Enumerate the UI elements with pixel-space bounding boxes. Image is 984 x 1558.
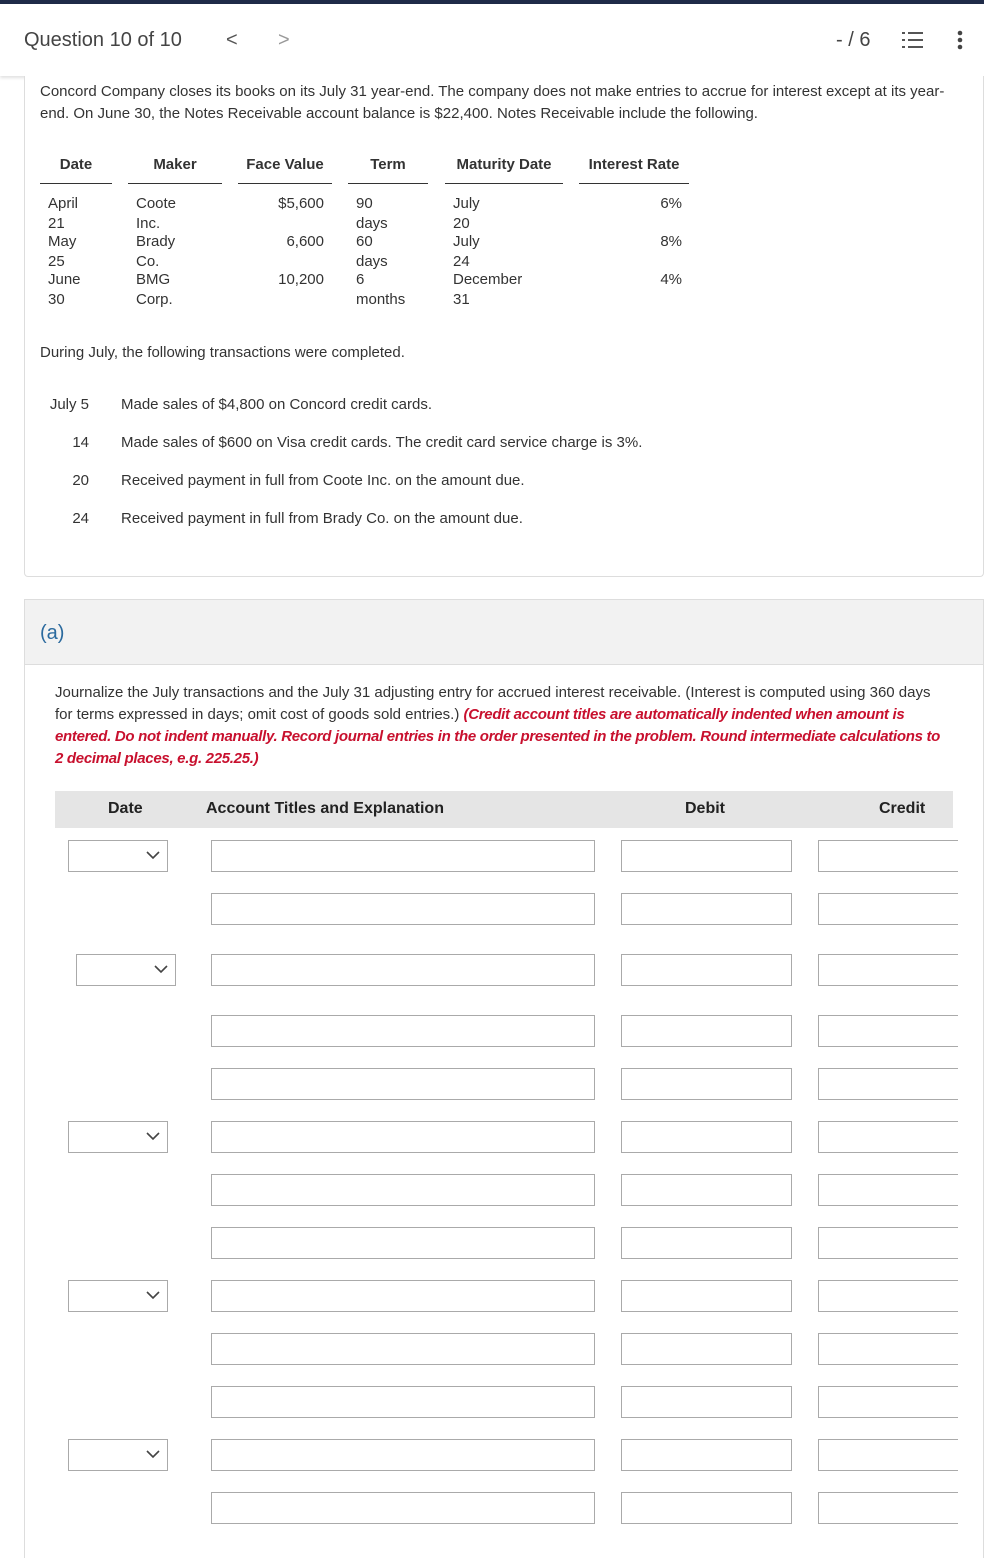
account-title-input[interactable] (211, 954, 595, 986)
table-header-face-value: Face Value (238, 146, 332, 184)
column-header-date: Date (108, 800, 143, 817)
debit-input[interactable] (621, 1280, 792, 1312)
table-header-interest-rate: Interest Rate (579, 146, 689, 184)
credit-input[interactable] (818, 1280, 958, 1312)
cell-date: April 21 (48, 195, 79, 232)
credit-input[interactable] (818, 1174, 958, 1206)
cell-interest-rate: 4% (660, 271, 682, 288)
account-title-input[interactable] (211, 893, 595, 925)
problem-statement-card (24, 76, 984, 577)
credit-input[interactable] (818, 1386, 958, 1418)
credit-input[interactable] (818, 1333, 958, 1365)
credit-input[interactable] (818, 1121, 958, 1153)
journal-instructions (55, 682, 945, 770)
chevron-down-icon (153, 963, 169, 975)
list-icon[interactable] (900, 30, 924, 50)
date-select[interactable] (68, 1121, 168, 1153)
part-a-header (25, 600, 983, 665)
column-header-debit: Debit (685, 800, 725, 817)
account-title-input[interactable] (211, 1121, 595, 1153)
problem-intro: Concord Company closes its books on its July 31 year-end. The company does not make entries to accrue for interest except at its year-end. On June 30, the Notes Receivable account balance is $22,400. Notes Receivable include the following. (40, 83, 945, 122)
transaction-day: July 5 (49, 396, 89, 413)
column-header-account: Account Titles and Explanation (206, 800, 444, 817)
cell-maker: BMG Corp. (136, 271, 173, 308)
during-july-text: During July, the following transactions were completed. (40, 344, 405, 361)
cell-face-value: $5,600 (278, 195, 324, 212)
credit-input[interactable] (818, 1492, 958, 1524)
transaction-day: 20 (72, 472, 89, 489)
chevron-right-icon[interactable]: > (278, 29, 290, 51)
chevron-left-icon[interactable]: < (226, 29, 238, 51)
instructions-emphasis: (Credit account titles are automatically indented when amount is entered. Do not indent manually. Record journal entries in the order presented in the problem. Round intermediate calculations to 2 decimal places, e.g. 225.25.) (55, 706, 941, 767)
journal-table-header (55, 791, 953, 828)
debit-input[interactable] (621, 1439, 792, 1471)
question-label: Question 10 of 10 (24, 29, 182, 51)
chevron-down-icon (145, 849, 161, 861)
table-header-maturity-date: Maturity Date (445, 146, 563, 184)
debit-input[interactable] (621, 1227, 792, 1259)
credit-input[interactable] (818, 1439, 958, 1471)
cell-interest-rate: 8% (660, 233, 682, 250)
credit-input[interactable] (818, 840, 958, 872)
credit-input[interactable] (818, 893, 958, 925)
account-title-input[interactable] (211, 1492, 595, 1524)
transaction-day: 24 (72, 510, 89, 527)
credit-input[interactable] (818, 1015, 958, 1047)
more-vertical-icon[interactable] (950, 28, 970, 52)
chevron-down-icon (145, 1130, 161, 1142)
account-title-input[interactable] (211, 1015, 595, 1047)
score-display: - / 6 (836, 29, 871, 51)
table-header-term: Term (348, 146, 428, 184)
cell-date: June 30 (48, 271, 81, 308)
debit-input[interactable] (621, 1121, 792, 1153)
debit-input[interactable] (621, 1068, 792, 1100)
account-title-input[interactable] (211, 1439, 595, 1471)
debit-input[interactable] (621, 893, 792, 925)
debit-input[interactable] (621, 1015, 792, 1047)
transaction-description: Made sales of $4,800 on Concord credit cards. (121, 396, 433, 413)
account-title-input[interactable] (211, 1227, 595, 1259)
chevron-down-icon (145, 1289, 161, 1301)
cell-maturity-date: December 31 (453, 271, 523, 308)
credit-input[interactable] (818, 954, 958, 986)
instructions-text: Journalize the July transactions and the July 31 adjusting entry for accrued interest receivable. (Interest is computed using 360 days for terms expressed in days; omit cost of goods sold entries.) (55, 684, 931, 723)
debit-input[interactable] (621, 954, 792, 986)
debit-input[interactable] (621, 1386, 792, 1418)
date-select[interactable] (76, 954, 176, 986)
cell-maturity-date: July 20 (453, 195, 480, 232)
cell-maturity-date: July 24 (453, 233, 480, 270)
debit-input[interactable] (621, 1174, 792, 1206)
cell-face-value: 6,600 (286, 233, 324, 250)
cell-term: 90 days (356, 195, 388, 232)
debit-input[interactable] (621, 840, 792, 872)
table-header-maker: Maker (128, 146, 222, 184)
cell-interest-rate: 6% (660, 195, 682, 212)
date-select[interactable] (68, 1280, 168, 1312)
cell-term: 60 days (356, 233, 388, 270)
credit-input[interactable] (818, 1227, 958, 1259)
question-header (0, 4, 984, 76)
cell-date: May 25 (48, 233, 77, 270)
column-header-credit: Credit (879, 800, 926, 817)
transaction-day: 14 (72, 434, 89, 451)
cell-maker: Brady Co. (136, 233, 176, 270)
account-title-input[interactable] (211, 1280, 595, 1312)
account-title-input[interactable] (211, 1333, 595, 1365)
debit-input[interactable] (621, 1492, 792, 1524)
transaction-description: Received payment in full from Coote Inc. on the amount due. (121, 472, 525, 489)
part-a-card (24, 599, 984, 1558)
chevron-down-icon (145, 1448, 161, 1460)
account-title-input[interactable] (211, 1386, 595, 1418)
account-title-input[interactable] (211, 1174, 595, 1206)
transaction-description: Made sales of $600 on Visa credit cards. The credit card service charge is 3%. (121, 434, 643, 451)
transaction-description: Received payment in full from Brady Co. on the amount due. (121, 510, 523, 527)
date-select[interactable] (68, 1439, 168, 1471)
cell-face-value: 10,200 (278, 271, 324, 288)
part-label: (a) (40, 622, 65, 644)
cell-maker: Coote Inc. (136, 195, 177, 232)
debit-input[interactable] (621, 1333, 792, 1365)
cell-term: 6 months (356, 271, 406, 308)
date-select[interactable] (68, 840, 168, 872)
account-title-input[interactable] (211, 840, 595, 872)
account-title-input[interactable] (211, 1068, 595, 1100)
table-header-date: Date (40, 146, 112, 184)
credit-input[interactable] (818, 1068, 958, 1100)
